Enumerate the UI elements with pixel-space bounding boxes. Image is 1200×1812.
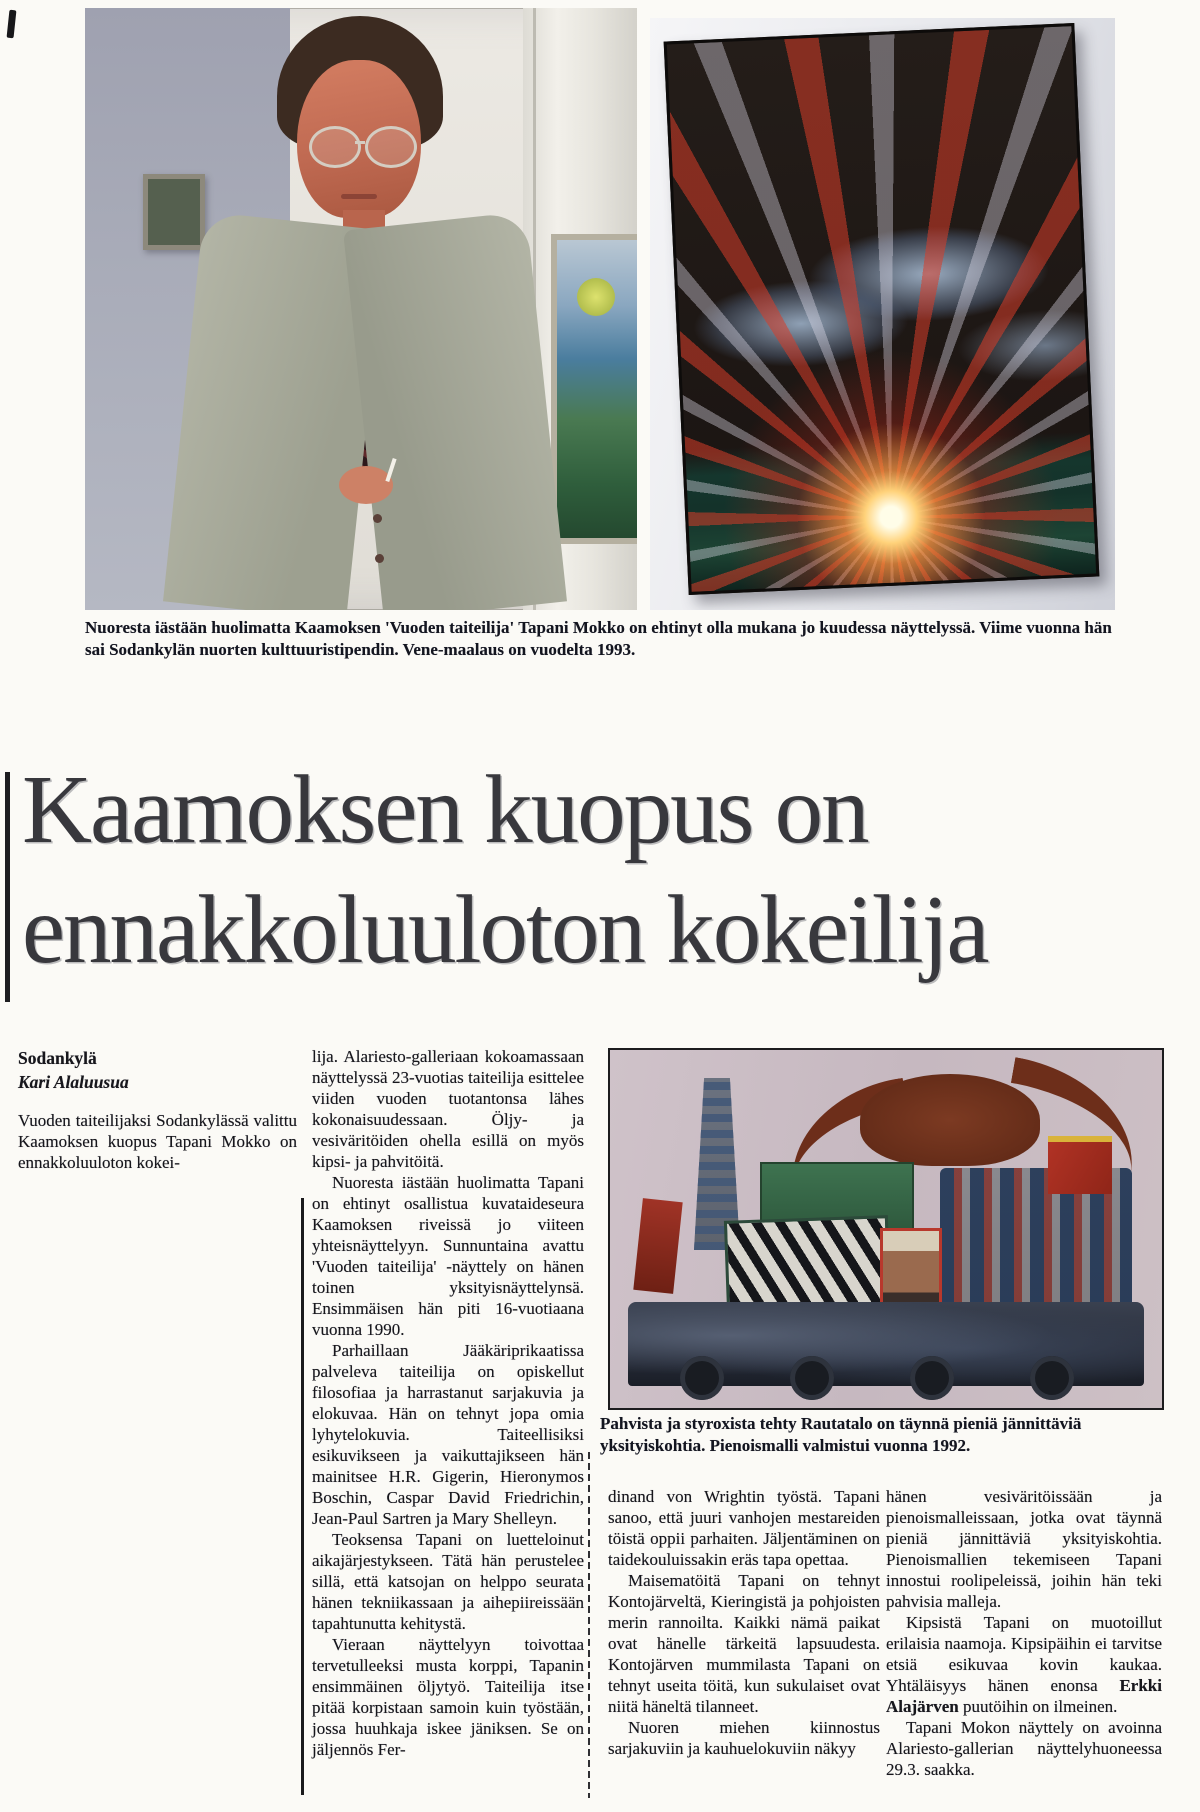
model-red-piece: [633, 1198, 682, 1294]
framed-landscape-painting: [551, 234, 637, 544]
rautatalo-model-photo: [608, 1048, 1164, 1410]
jacket-button: [375, 554, 384, 563]
article-column-2: [312, 1046, 584, 1760]
paragraph: Nuoren miehen kiinnostus sarjakuviin ja kauhuelokuviin näkyy: [608, 1718, 880, 1758]
model-red-flag: [1048, 1136, 1112, 1194]
paragraph-text: puutöihin on ilmeinen.: [958, 1697, 1118, 1716]
model-wheel: [680, 1356, 724, 1400]
paragraph: Tapani Mokon näyttely on avoinna Alariesto-gallerian näyttelyhuoneessa 29.3. saakka.: [886, 1718, 1162, 1779]
small-framed-picture: [143, 174, 205, 250]
paragraph: Maisematöitä Tapani on tehnyt Kontojärveltä, Kieringistä ja pohjoisten merin rannoilta. Kaikki nämä paikat ovat hänelle tärkeitä lapsuudesta. Kontojärven mummilasta Tapani on tehnyt useita töitä, kun sukulaiset ovat niitä häneltä tilanneet.: [608, 1571, 880, 1716]
eyeglasses-bridge: [355, 141, 365, 144]
paragraph: lija. Alariesto-galleriaan kokoamassaan näyttelyssä 23-vuotias taiteilija esittelee viiden vuoden tuotantonsa lähes kokonaisuudessaan. Öljy- ja vesiväritöiden ohella esillä on myös kipsi- ja pahvitöitä.: [312, 1047, 584, 1171]
model-wheel: [910, 1356, 954, 1400]
painted-sun: [577, 278, 615, 316]
paragraph-text: Kipsistä Tapani on muotoillut erilaisia naamoja. Kipsipäihin ei tarvitse etsiä esikuvaa kovin kaukaa. Yhtäläisyys hänen enonsa: [886, 1613, 1162, 1695]
scan-artifact-mark: [7, 10, 17, 39]
paragraph: Vieraan näyttelyyn toivottaa tervetulleeksi musta korppi, Tapanin ensimmäinen öljytyö. Taiteilija itse pitää korpistaan samoin kuin työstään, jossa huuhkaja iskee jäniksen. Se on jäljennös Fer-: [312, 1635, 584, 1759]
mouth: [341, 194, 377, 199]
headline-line-1: Kaamoksen kuopus on: [22, 756, 868, 863]
eyeglasses-left-lens: [309, 126, 361, 168]
article-column-3: [608, 1486, 880, 1759]
column-divider-rule-2: [588, 1452, 590, 1798]
headline: [22, 750, 1117, 990]
headline-line-2: ennakkoluuloton kokeilija: [22, 876, 988, 983]
headline-left-rule: [5, 772, 10, 1002]
top-photo-caption: Nuoresta iästään huolimatta Kaamoksen 'Vuoden taiteilija' Tapani Mokko on ehtinyt olla mukana jo kuudessa näyttelyssä. Viime vuonna hän sai Sodankylän nuorten kulttuuristipendin. Vene-maalaus on vuodelta 1993.: [85, 618, 1112, 659]
eyeglasses-right-lens: [365, 126, 417, 168]
paragraph: Vuoden taiteilijaksi Sodankylässä valittu Kaamoksen kuopus Tapani Mokko on ennakkoluuloton kokei-: [18, 1111, 297, 1172]
model-wheel: [1030, 1356, 1074, 1400]
paragraph: Nuoresta iästään huolimatta Tapani on ehtinyt osallistua kuvataideseura Kaamoksen riveissä jo viiteen yhteisnäyttelyyn. Sunnuntaina avattu 'Vuoden taiteilija' -näyttely on hänen toinen yksityisnäyttelynsä. Ensimmäisen hän piti 16-vuotiaana vuonna 1990.: [312, 1173, 584, 1339]
artist-portrait-photo: [85, 8, 637, 610]
model-photo-caption: Pahvista ja styroxista tehty Rautatalo on täynnä pieniä jännittäviä yksityiskohtia. Pienoismalli valmistui vuonna 1992.: [600, 1414, 1082, 1455]
artist-figure: [225, 14, 505, 610]
jacket-button: [373, 514, 382, 523]
paragraph: hänen vesiväritöissään ja pienoismalleissaan, jotka ovat täynnä pieniä jännittäviä yksityiskohtia. Pienoismallien tekemiseen Tapani innostui roolipeleissä, joihin hän teki pahvisia malleja.: [886, 1487, 1162, 1611]
paragraph: Teoksensa Tapani on luetteloinut aikajärjestykseen. Tätä hän perustelee sillä, että katsojan on helppo seurata hänen tekniikassaan ja aihepiireissään tapahtunutta kehitystä.: [312, 1530, 584, 1633]
byline-gap: [18, 1094, 297, 1110]
painting-canvas: [664, 23, 1100, 595]
paragraph: dinand von Wrightin työstä. Tapani sanoo, että juuri vanhojen mestareiden töistä oppii parhaiten. Jäljentäminen on taidekouluissakin eräs tapa opettaa.: [608, 1487, 880, 1569]
bold-name: Erkki Alajärven: [886, 1676, 1162, 1716]
byline-author: Kari Alaluusua: [18, 1072, 129, 1092]
model-wheel: [790, 1356, 834, 1400]
article-column-4: [886, 1486, 1162, 1780]
hand: [339, 466, 393, 504]
paragraph: Parhaillaan Jääkäriprikaatissa palveleva taiteilija on opiskellut filosofiaa ja harrastanut sarjakuvia ja elokuvaa. Hän on tehnyt jopa omia lyhytelokuvia. Taiteellisiksi esikuvikseen ja vaikuttajikseen hän mainitsee H.R. Gigerin, Hieronymos Boschin, Caspar David Friedrichin, Jean-Paul Sartren ja Mary Shelleyn.: [312, 1341, 584, 1528]
boat-painting-photo: [650, 18, 1115, 610]
byline-location: Sodankylä: [18, 1048, 97, 1068]
paragraph: [886, 1612, 1162, 1717]
column-divider-rule-1: [301, 1198, 304, 1795]
article-column-1: [18, 1046, 297, 1173]
